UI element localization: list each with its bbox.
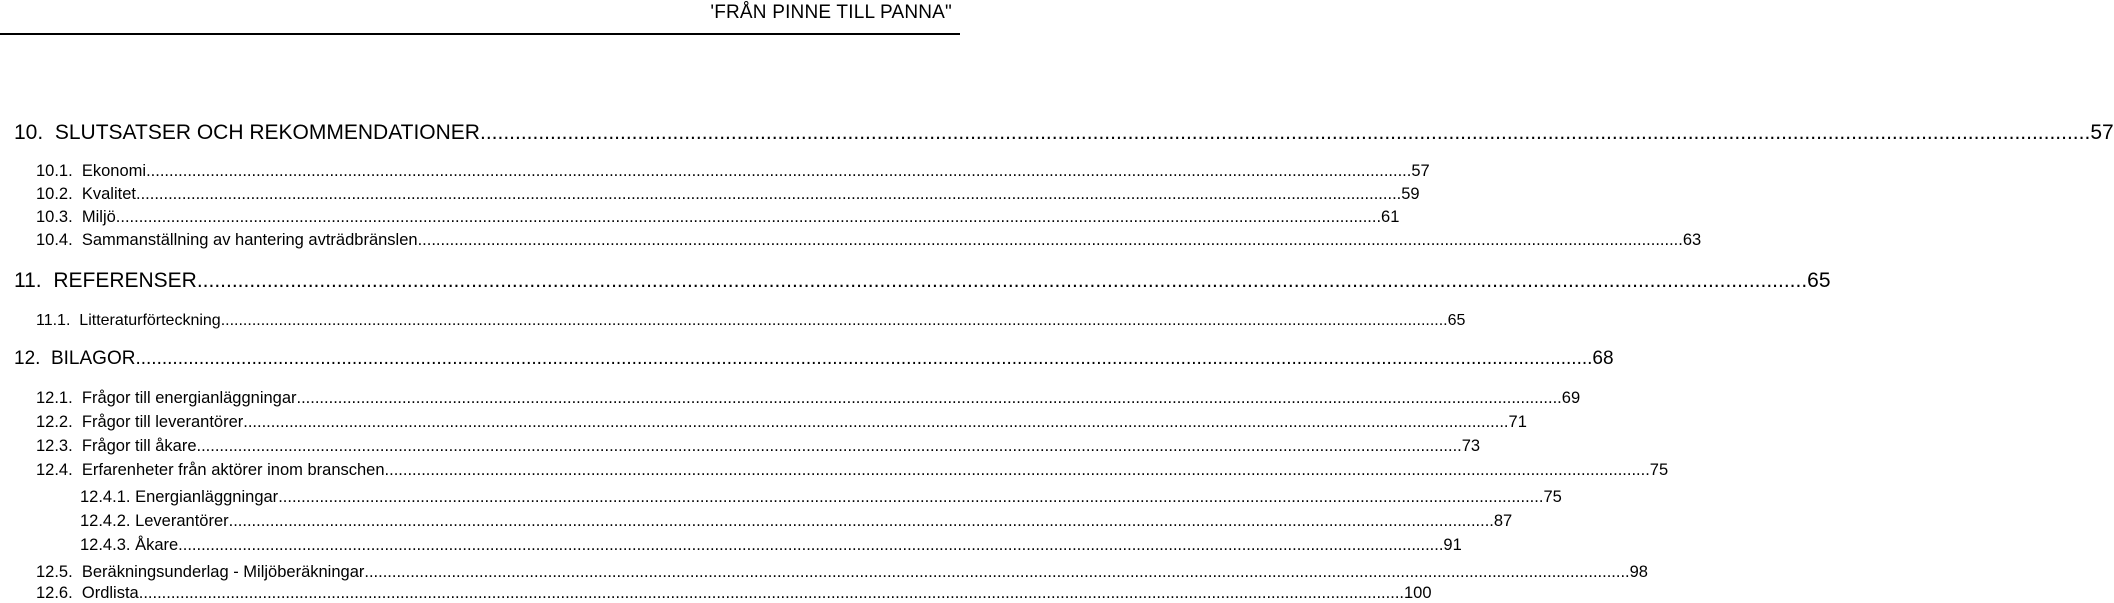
toc-entry-title: REFERENSER xyxy=(53,269,197,292)
toc-entry-title: Erfarenheter från aktörer inom branschen xyxy=(81,461,385,479)
toc-entry-title: Ordlista xyxy=(81,584,139,602)
toc-entry-label xyxy=(36,185,136,204)
toc-entry-title: Miljö xyxy=(81,208,116,226)
toc-entry-label xyxy=(36,208,116,227)
toc-entry-number: 10.1. xyxy=(36,162,73,180)
toc-entry-page: 100 xyxy=(1403,584,1432,602)
toc-entry-label xyxy=(14,121,480,145)
toc-entry-12-4[interactable] xyxy=(36,461,1669,480)
toc-entry-10-4[interactable] xyxy=(36,231,1702,250)
toc-entry-title: Energianläggningar xyxy=(135,488,279,506)
toc-entry-label xyxy=(36,437,197,456)
toc-entry-label xyxy=(36,563,364,582)
toc-entry-page: 57 xyxy=(2090,121,2114,144)
toc-entry-label xyxy=(14,269,197,293)
toc-entry-number: 12.4. xyxy=(36,461,73,479)
toc-entry-12-4-2[interactable] xyxy=(80,512,1513,531)
toc-entry-title: BILAGOR xyxy=(50,348,136,369)
dot-leader: .................................................................................................................................................................................................................................................................................... xyxy=(196,269,1808,292)
toc-entry-label xyxy=(80,488,278,507)
toc-entry-12-3[interactable] xyxy=(36,437,1481,456)
toc-entry-10[interactable] xyxy=(14,121,2114,145)
dot-leader: .................................................................................................................................................................................................................................................................................... xyxy=(138,584,1404,602)
toc-entry-title: SLUTSATSER OCH REKOMMENDATIONER xyxy=(54,121,480,144)
toc-entry-page: 75 xyxy=(1649,461,1669,479)
toc-entry-label xyxy=(80,536,178,555)
toc-entry-number: 10. xyxy=(14,121,44,144)
toc-entry-page: 65 xyxy=(1807,269,1831,292)
toc-entry-title: Frågor till åkare xyxy=(81,437,197,455)
toc-entry-number: 10.3. xyxy=(36,208,73,226)
toc-entry-12-5[interactable] xyxy=(36,563,1648,582)
toc-entry-number: 12.5. xyxy=(36,563,73,581)
toc-entry-number: 12.1. xyxy=(36,389,73,407)
toc-entry-12-4-1[interactable] xyxy=(80,488,1562,507)
dot-leader: .................................................................................................................................................................................................................................................................................... xyxy=(178,536,1444,554)
toc-entry-title: Frågor till energianläggningar xyxy=(81,389,297,407)
toc-entry-12-1[interactable] xyxy=(36,389,1581,408)
dot-leader: .................................................................................................................................................................................................................................................................................... xyxy=(278,488,1544,506)
toc-entry-page: 65 xyxy=(1447,312,1466,329)
dot-leader: .................................................................................................................................................................................................................................................................................... xyxy=(220,312,1448,329)
toc-entry-label xyxy=(36,312,221,330)
toc-entry-title: Frågor till leverantörer xyxy=(81,413,244,431)
toc-entry-label xyxy=(36,584,139,603)
toc-entry-page: 57 xyxy=(1411,162,1430,180)
toc-entry-title: Ekonomi xyxy=(81,162,147,180)
toc-entry-page: 91 xyxy=(1443,536,1462,554)
toc-entry-12-2[interactable] xyxy=(36,413,1527,432)
toc-entry-number: 12.3. xyxy=(36,437,73,455)
document-header-title: 'FRÅN PINNE TILL PANNA" xyxy=(710,2,952,23)
dot-leader: .................................................................................................................................................................................................................................................................................... xyxy=(384,461,1650,479)
toc-entry-number: 12.4.1. xyxy=(80,488,131,506)
toc-entry-page: 71 xyxy=(1508,413,1527,431)
dot-leader: .................................................................................................................................................................................................................................................................................... xyxy=(135,185,1402,203)
toc-entry-number: 10.2. xyxy=(36,185,73,203)
toc-entry-label xyxy=(14,348,135,370)
toc-entry-label xyxy=(36,162,146,181)
toc-entry-page: 75 xyxy=(1543,488,1562,506)
toc-entry-label xyxy=(36,413,243,432)
toc-entry-number: 11. xyxy=(14,269,42,292)
toc-entry-number: 10.4. xyxy=(36,231,73,249)
toc-entry-label xyxy=(80,512,229,531)
toc-entry-page: 59 xyxy=(1401,185,1420,203)
dot-leader: .................................................................................................................................................................................................................................................................................... xyxy=(479,121,2091,144)
toc-entry-page: 61 xyxy=(1381,208,1400,226)
toc-entry-page: 63 xyxy=(1682,231,1702,249)
toc-entry-page: 98 xyxy=(1629,563,1648,581)
toc-entry-page: 68 xyxy=(1592,348,1614,369)
toc-entry-12[interactable] xyxy=(14,348,1614,370)
toc-entry-label xyxy=(36,461,385,480)
dot-leader: .................................................................................................................................................................................................................................................................................... xyxy=(115,208,1382,226)
toc-entry-title: Sammanställning av hantering avträdbränslen xyxy=(81,231,418,249)
dot-leader: .................................................................................................................................................................................................................................................................................... xyxy=(417,231,1683,249)
toc-entry-number: 12.4.3. xyxy=(80,536,131,554)
dot-leader: .................................................................................................................................................................................................................................................................................... xyxy=(364,563,1630,581)
toc-entry-10-2[interactable] xyxy=(36,185,1420,204)
toc-entry-title: Kvalitet xyxy=(81,185,136,203)
toc-entry-11[interactable] xyxy=(14,269,1831,293)
toc-entry-page: 69 xyxy=(1561,389,1581,407)
toc-entry-number: 12. xyxy=(14,348,41,369)
toc-entry-title: Åkare xyxy=(135,536,179,554)
toc-entry-title: Beräkningsunderlag - Miljöberäkningar xyxy=(81,563,365,581)
toc-entry-11-1[interactable] xyxy=(36,312,1466,330)
toc-entry-label xyxy=(36,389,297,408)
toc-entry-title: Litteraturförteckning xyxy=(79,312,221,329)
toc-entry-page: 87 xyxy=(1493,512,1513,530)
header-rule xyxy=(0,33,960,35)
toc-entry-10-1[interactable] xyxy=(36,162,1430,181)
toc-entry-12-6[interactable] xyxy=(36,584,1432,603)
dot-leader: .................................................................................................................................................................................................................................................................................... xyxy=(296,389,1562,407)
toc-entry-number: 12.2. xyxy=(36,413,73,431)
toc-entry-12-4-3[interactable] xyxy=(80,536,1462,555)
dot-leader: .................................................................................................................................................................................................................................................................................... xyxy=(135,348,1593,369)
toc-entry-label xyxy=(36,231,418,250)
toc-entry-title: Leverantörer xyxy=(135,512,229,530)
toc-entry-number: 12.4.2. xyxy=(80,512,131,530)
dot-leader: .................................................................................................................................................................................................................................................................................... xyxy=(146,162,1412,180)
dot-leader: .................................................................................................................................................................................................................................................................................... xyxy=(243,413,1509,431)
toc-entry-number: 12.6. xyxy=(36,584,73,602)
dot-leader: .................................................................................................................................................................................................................................................................................... xyxy=(196,437,1462,455)
dot-leader: .................................................................................................................................................................................................................................................................................... xyxy=(228,512,1494,530)
toc-entry-page: 73 xyxy=(1461,437,1481,455)
toc-entry-number: 11.1. xyxy=(36,312,71,329)
toc-entry-10-3[interactable] xyxy=(36,208,1400,227)
